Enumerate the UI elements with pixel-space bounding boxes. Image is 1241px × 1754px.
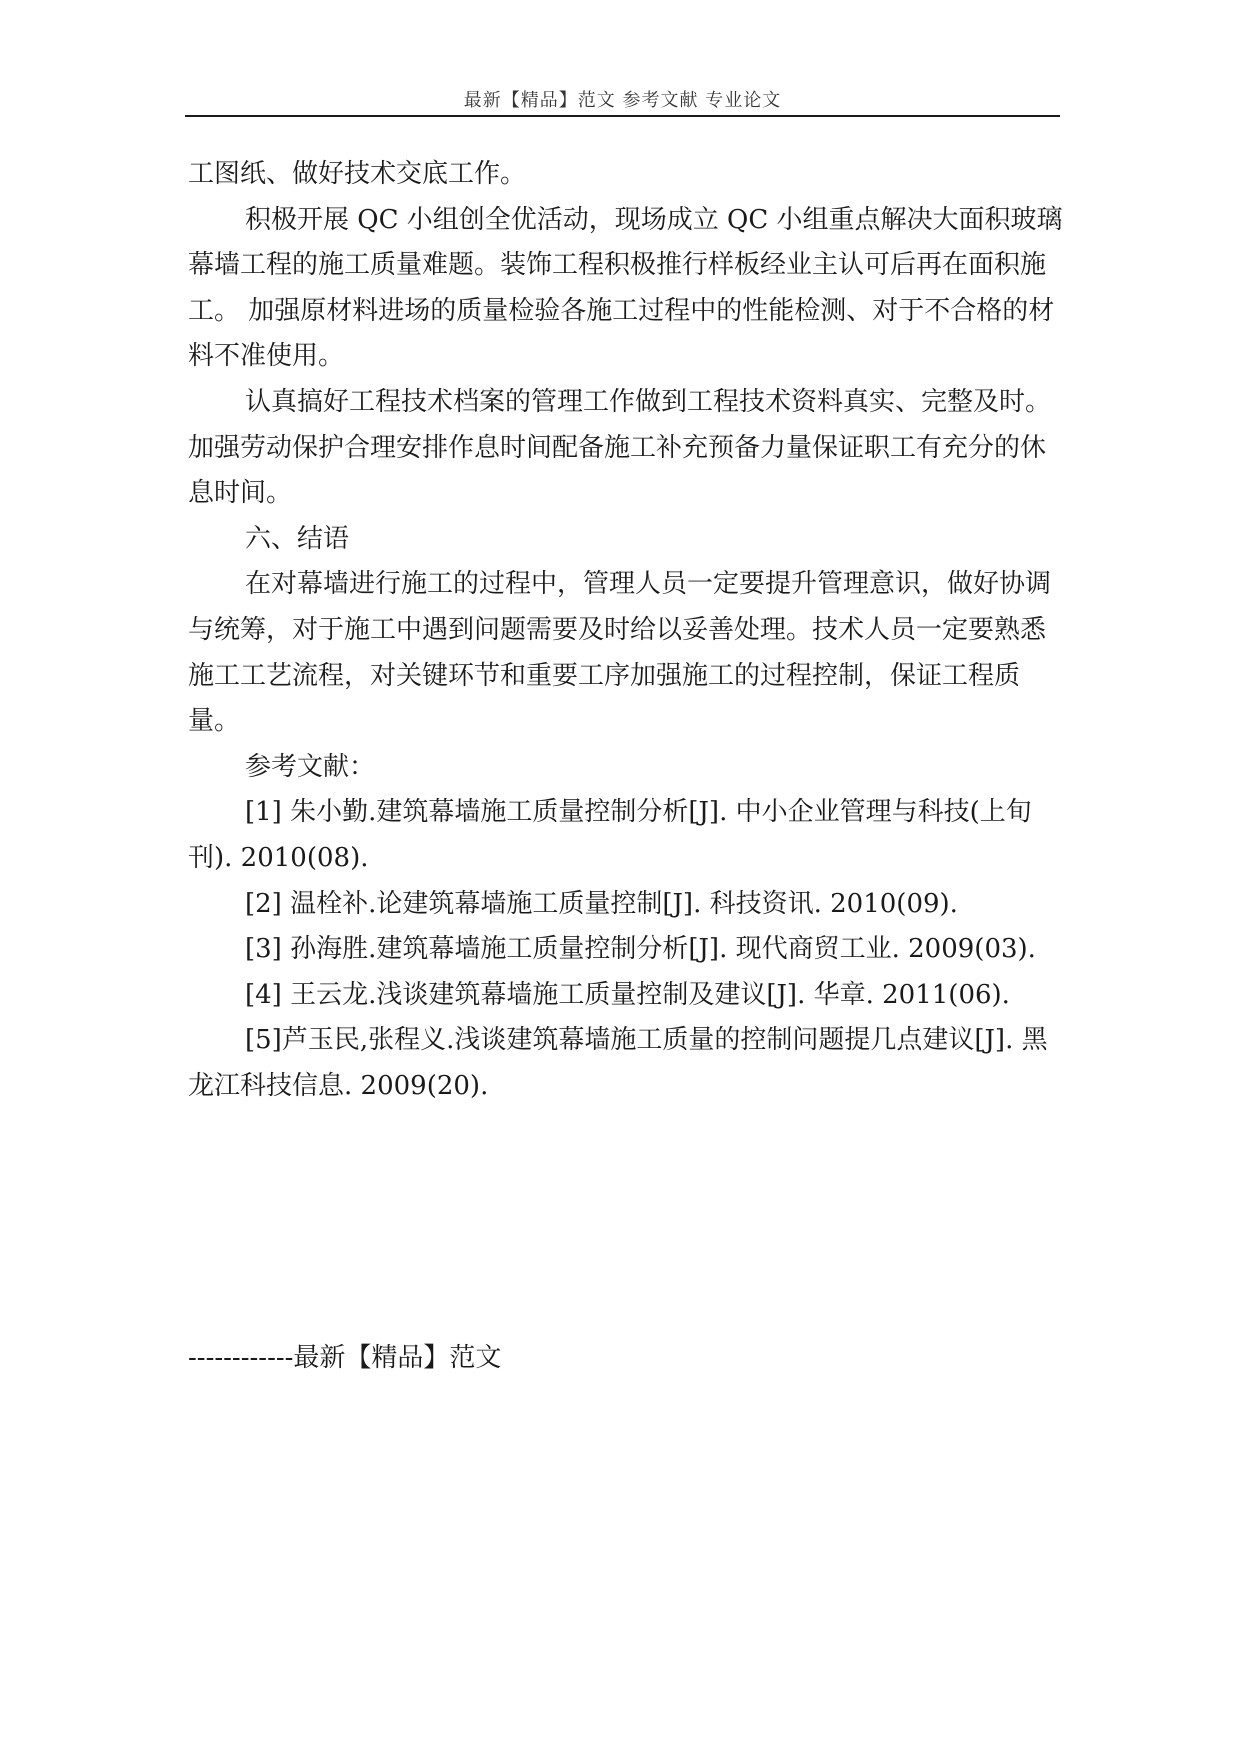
paragraph: 认真搞好工程技术档案的管理工作做到工程技术资料真实、完整及时。 加强劳动保护合理安排作息时间配备施工补充预备力量保证职工有充分的休息时间。 (188, 386, 1052, 509)
page-header: 最新【精品】范文 参考文献 专业论文 (463, 90, 782, 111)
reference-item: [5]芦玉民,张程义.浅谈建筑幕墙施工质量的控制问题提几点建议[J]. 黑龙江科技信息. 2009(20). (188, 1025, 1048, 1101)
references-heading: 参考文献： (245, 751, 376, 782)
reference-item: [3] 孙海胜.建筑幕墙施工质量控制分析[J]. 现代商贸工业. 2009(03). (245, 934, 1036, 965)
section-heading: 六、结语 (245, 523, 350, 554)
document-body (188, 152, 1068, 1109)
reference-item: [2] 温栓补.论建筑幕墙施工质量控制[J]. 科技资讯. 2010(09). (245, 888, 958, 919)
paragraph: 在对幕墙进行施工的过程中，管理人员一定要提升管理意识，做好协调与统筹，对于施工中遇到问题需要及时给以妥善处理。技术人员一定要熟悉施工工艺流程，对关键环节和重要工序加强施工的过程控制，保证工程质量。 (188, 569, 1052, 737)
paragraph: 积极开展 QC 小组创全优活动，现场成立 QC 小组重点解决大面积玻璃幕墙工程的施工质量难题。装饰工程积极推行样板经业主认可后再在面积施工。 加强原材料进场的质量检验各施工过程中的性能检测、对于不合格的材料不准使用。 (188, 204, 1063, 372)
page-footer: ------------最新【精品】范文 (188, 1343, 502, 1373)
reference-item: [4] 王云龙.浅谈建筑幕墙施工质量控制及建议[J]. 华章. 2011(06). (245, 979, 1010, 1010)
reference-item: [1] 朱小勤.建筑幕墙施工质量控制分析[J]. 中小企业管理与科技(上旬刊). 2010(08). (188, 797, 1032, 873)
header-divider (185, 115, 1060, 117)
paragraph: 工图纸、做好技术交底工作。 (188, 159, 527, 189)
